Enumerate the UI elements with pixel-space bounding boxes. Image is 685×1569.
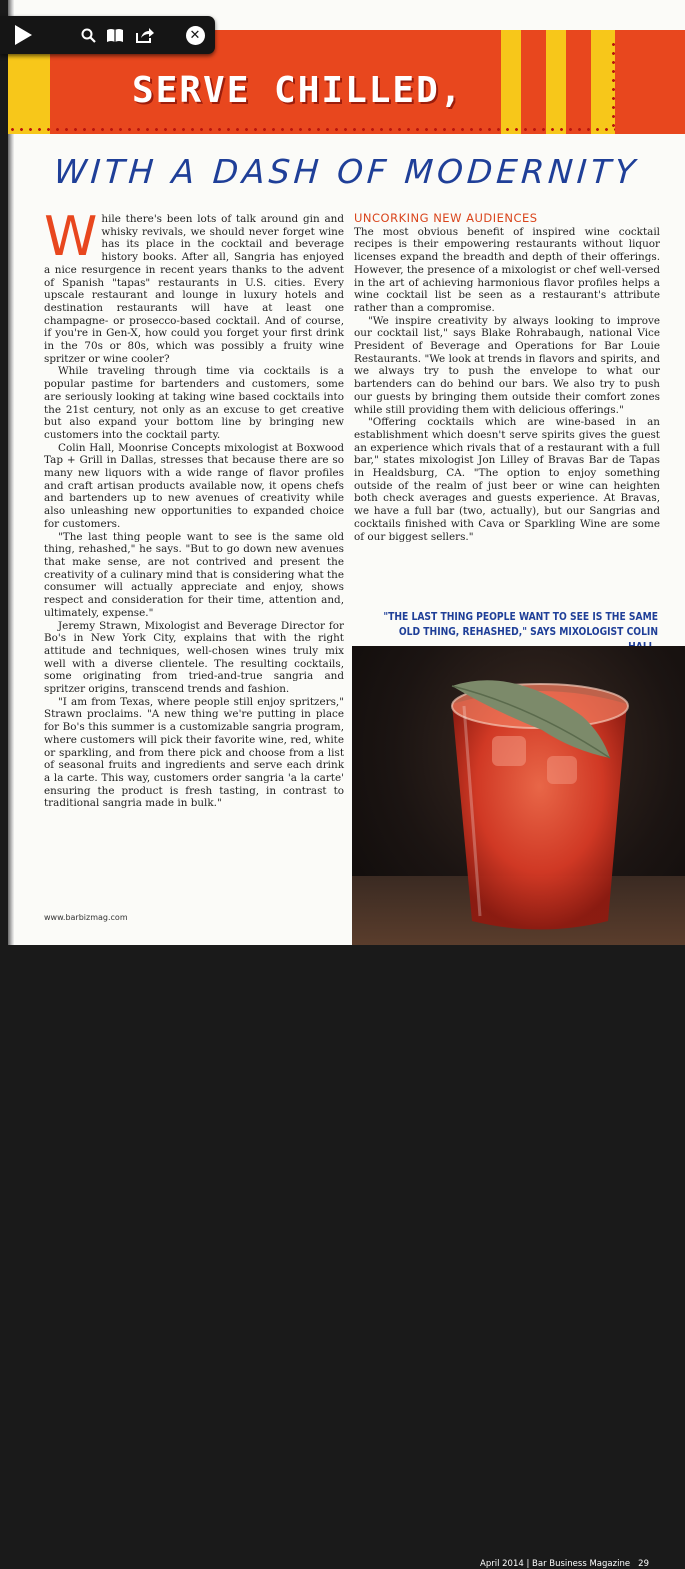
paragraph: "I am from Texas, where people still enjoy spritzers," Strawn proclaims. "A new thing we're putting in place for Bo's this summer is a customizable sangria program, where customers will pick their favorite wine, red, white or sparkling, and from there pick and choose from a list of seasonal fruits and ingredients and serve each drink a la carte. This way, customers order sangria 'a la carte' ensuring the product is fresh tasting, in contrast to traditional sangria made in bulk." bbox=[44, 695, 344, 810]
banner-dot-border bbox=[8, 128, 615, 131]
banner-stripe bbox=[546, 30, 566, 134]
magazine-page bbox=[8, 0, 685, 1569]
share-icon bbox=[136, 27, 155, 43]
banner-dot-border bbox=[612, 40, 615, 132]
close-icon: ✕ bbox=[186, 26, 205, 45]
banner-stripe bbox=[501, 30, 521, 134]
paragraph: "We inspire creativity by always looking to improve our cocktail list," says Blake Rohrabaugh, national Vice President of Beverage and Operations for Bar Louie Restaurants. "We look at trends in flavors and spirits, and we always try to push the envelope to what our bartenders can do behind our bars. We also try to push our guests by bringing them outside their comfort zones while still providing them with delicious offerings." bbox=[354, 314, 660, 416]
pull-quote: "THE LAST THING PEOPLE WANT TO SEE IS THE SAME OLD THING, REHASHED," SAYS MIXOLOGIST COLIN bbox=[383, 612, 658, 638]
book-icon bbox=[106, 28, 124, 43]
play-button[interactable] bbox=[8, 16, 38, 54]
article-title-line2: WITH A DASH OF MODERNITY bbox=[52, 152, 641, 191]
close-button[interactable] bbox=[183, 16, 207, 54]
section-subhead: UNCORKING NEW AUDIENCES bbox=[354, 211, 538, 225]
bookmarks-button[interactable] bbox=[104, 16, 126, 54]
search-icon bbox=[81, 28, 96, 43]
play-icon bbox=[13, 24, 33, 46]
paragraph: The most obvious benefit of inspired wine cocktail recipes is their empowering restaurants without liquor licenses expand the breadth and depth of their offerings. However, the presence of a mixologist or chef well-versed in the art of achieving harmonious flavor profiles helps a wine cocktail list be seen as a restaurant's attribute rather than a compromise. bbox=[354, 225, 660, 314]
paragraph: While there's been lots of talk around gin and whisky revivals, we should never forget wine has its place in the cocktail and beverage history books. After all, Sangria has enjoyed a nice resurgence in recent years thanks to the advent of Spanish "tapas" restaurants in U.S. cities. Every upscale restaurant and lounge in luxury hotels and destination restaurants will have at least one champagne- or prosecco-based cocktail. And of course, if you're in Gen-X, how could you forget your first drink in the 70s or 80s, which was possibly a fruity wine spritzer or wine cooler? bbox=[44, 205, 344, 365]
media-toolbar bbox=[0, 16, 215, 54]
paragraph: "The last thing people want to see is the same old thing, rehashed," he says. "But to go down new avenues that make sense, are not contrived and present the creativity of a culinary mind that is considering what the consumer will actually appreciate and enjoy, shows respect and consideration for their time, attention and, ultimately, expense." bbox=[44, 530, 345, 619]
share-button[interactable] bbox=[134, 16, 156, 54]
cocktail-photo bbox=[352, 646, 685, 1569]
cocktail-illustration bbox=[352, 646, 685, 945]
search-button[interactable] bbox=[78, 16, 98, 54]
drop-cap: W bbox=[44, 205, 98, 268]
paragraph: Jeremy Strawn, Mixologist and Beverage Director for Bo's in New York City, explains that with the right attitude and techniques, well-chosen wines truly mix well with a diverse clientele. The resulting cocktails, some originating from tried-and-true sangria and spritzer origins, transcend trends and fashion. bbox=[44, 619, 344, 696]
left-column bbox=[44, 205, 345, 810]
article-title-line1: SERVE CHILLED, bbox=[132, 70, 464, 111]
paragraph: Colin Hall, Moonrise Concepts mixologist at Boxwood Tap + Grill in Dallas, stresses that because there are so many new liquors with a wide range of flavor profiles and craft artisan products available now, it opens chefs and bartenders up to new avenues of creativity while also unleashing new opportunities to expanded choice for customers. bbox=[44, 441, 344, 530]
footer-issue-info: April 2014 | Bar Business Magazine 29 bbox=[480, 1559, 649, 1569]
paragraph: "Offering cocktails which are wine-based in an establishment which doesn't serve spirits gives the guest an experience which rivals that of a restaurant with a full bar," states mixologist Jon Lilley of Bravas Bar de Tapas in Healdsburg, CA. "The option to enjoy something outside of the realm of just beer or wine can heighten both check averages and guests experience. At Bravas, we have a full bar (two, actually), but our Sangrias and cocktails finished with Cava or Sparkling Wine are some of our biggest sellers." bbox=[354, 416, 660, 543]
paragraph: While traveling through time via cocktails is a popular pastime for bartenders and customers, some are seriously looking at taking wine based cocktails into the 21st century, not only as an excuse to get creative but also expand your bottom line by bringing new customers into the cocktail party. bbox=[44, 365, 344, 441]
footer-website: www.barbizmag.com bbox=[44, 913, 128, 922]
right-column bbox=[354, 212, 660, 543]
